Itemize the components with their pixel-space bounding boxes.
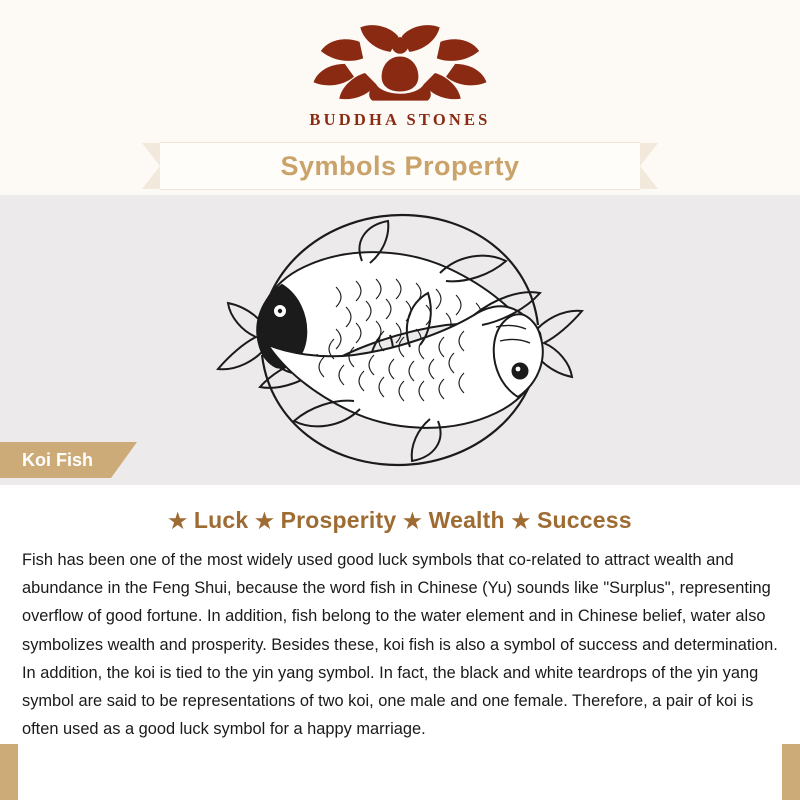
header [0,0,800,195]
brand-logo [0,16,800,130]
keyword-luck: Luck [193,507,249,533]
star-icon-2: ★ [254,510,274,533]
page-title: Symbols Property [280,150,520,181]
star-icon-1: ★ [168,510,188,533]
star-icon-4: ★ [511,510,531,533]
content-section [0,485,800,744]
description-paragraph: Fish has been one of the most widely used good luck symbols that co-related to attract wealth and abundance in the Feng Shui, because the word fish in Chinese (Yu) sounds like "Surplus", representing overflow of good fortune. In addition, fish belong to the water element and in Chinese belief, water also symbolizes wealth and prosperity. Besides these, koi fish is also a symbol of success and determination. In addition, the koi is tied to the yin yang symbol. In fact, the black and white teardrops of the yin yang symbol are said to be representations of two koi, one male and one female. Therefore, a pair of koi is often used as a good luck symbol for a happy marriage. [22,551,778,739]
brand-name: BUDDHA STONES [309,110,491,129]
lotus-meditation-figure-icon [308,16,492,108]
koi-fish-tag [0,442,111,478]
keyword-success: Success [536,507,632,533]
star-icon-3: ★ [402,510,422,533]
keyword-wealth: Wealth [428,507,505,533]
koi-fish-tag-label: Koi Fish [22,449,93,470]
keyword-prosperity: Prosperity [280,507,397,533]
two-koi-fish-yin-yang-illustration [140,195,660,485]
keywords-line [22,507,778,534]
title-ribbon [160,142,640,190]
